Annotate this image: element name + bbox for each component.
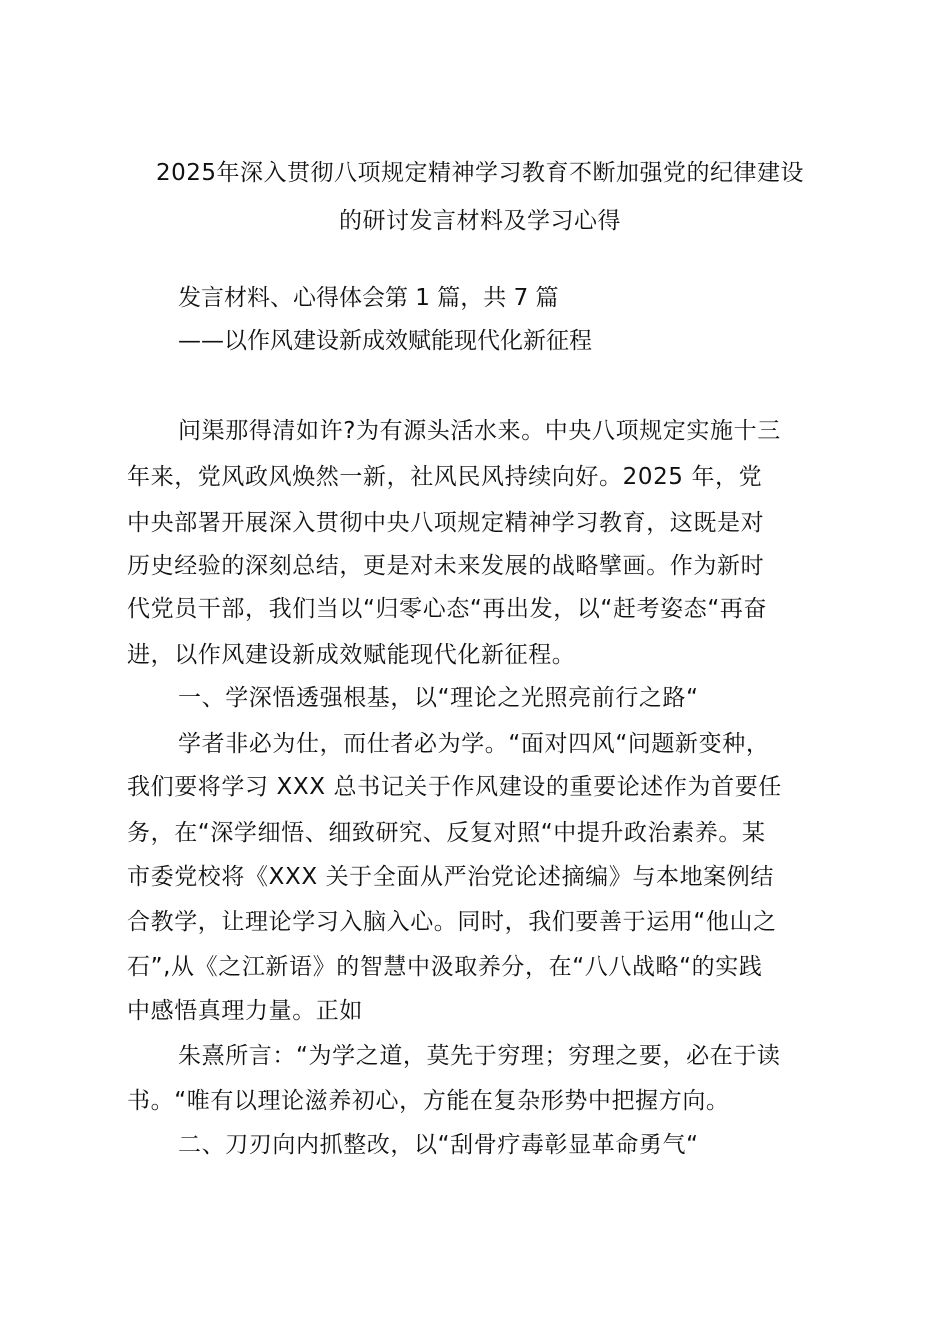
body-line: 问渠那得清如许?为有源头活水来。中央八项规定实施十三 bbox=[178, 418, 781, 444]
body-line: 合教学，让理论学习入脑入心。同时，我们要善于运用“他山之 bbox=[127, 909, 777, 935]
section-heading-1: 一、学深悟透强根基，以“理论之光照亮前行之路“ bbox=[178, 685, 699, 711]
body-line: 我们要将学习 XXX 总书记关于作风建设的重要论述作为首要任 bbox=[127, 774, 782, 800]
body-line: 石”,从《之江新语》的智慧中汲取养分，在“八八战略“的实践 bbox=[127, 954, 763, 980]
body-line: 历史经验的深刻总结，更是对未来发展的战略擘画。作为新时 bbox=[127, 553, 765, 579]
body-line: 书。“唯有以理论滋养初心，方能在复杂形势中把握方向。 bbox=[127, 1088, 730, 1114]
document-title-line-2: 的研讨发言材料及学习心得 bbox=[339, 208, 621, 234]
body-line: 中感悟真理力量。正如 bbox=[127, 998, 363, 1024]
body-line: 进，以作风建设新成效赋能现代化新征程。 bbox=[127, 642, 576, 668]
document-subtitle: ——以作风建设新成效赋能现代化新征程 bbox=[178, 328, 592, 354]
body-line: 朱熹所言：“为学之道，莫先于穷理；穷理之要，必在于读 bbox=[178, 1043, 781, 1069]
body-line: 学者非必为仕，而仕者必为学。“面对四风“问题新变种， bbox=[178, 731, 770, 757]
body-line: 务，在“深学细悟、细致研究、反复对照“中提升政治素养。某 bbox=[127, 820, 766, 846]
body-line: 代党员干部，我们当以“归零心态“再出发，以“赶考姿态“再奋 bbox=[127, 596, 768, 622]
series-label: 发言材料、心得体会第 1 篇，共 7 篇 bbox=[178, 285, 559, 311]
section-heading-2: 二、刀刃向内抓整改，以“刮骨疗毒彰显革命勇气“ bbox=[178, 1132, 699, 1158]
document-title-line-1: 2025年深入贯彻八项规定精神学习教育不断加强党的纪律建设 bbox=[155, 160, 805, 186]
body-line: 市委党校将《XXX 关于全面从严治党论述摘编》与本地案例结 bbox=[127, 864, 774, 890]
body-line: 年来，党风政风焕然一新，社风民风持续向好。2025 年，党 bbox=[127, 464, 763, 490]
body-line: 中央部署开展深入贯彻中央八项规定精神学习教育，这既是对 bbox=[127, 510, 765, 536]
